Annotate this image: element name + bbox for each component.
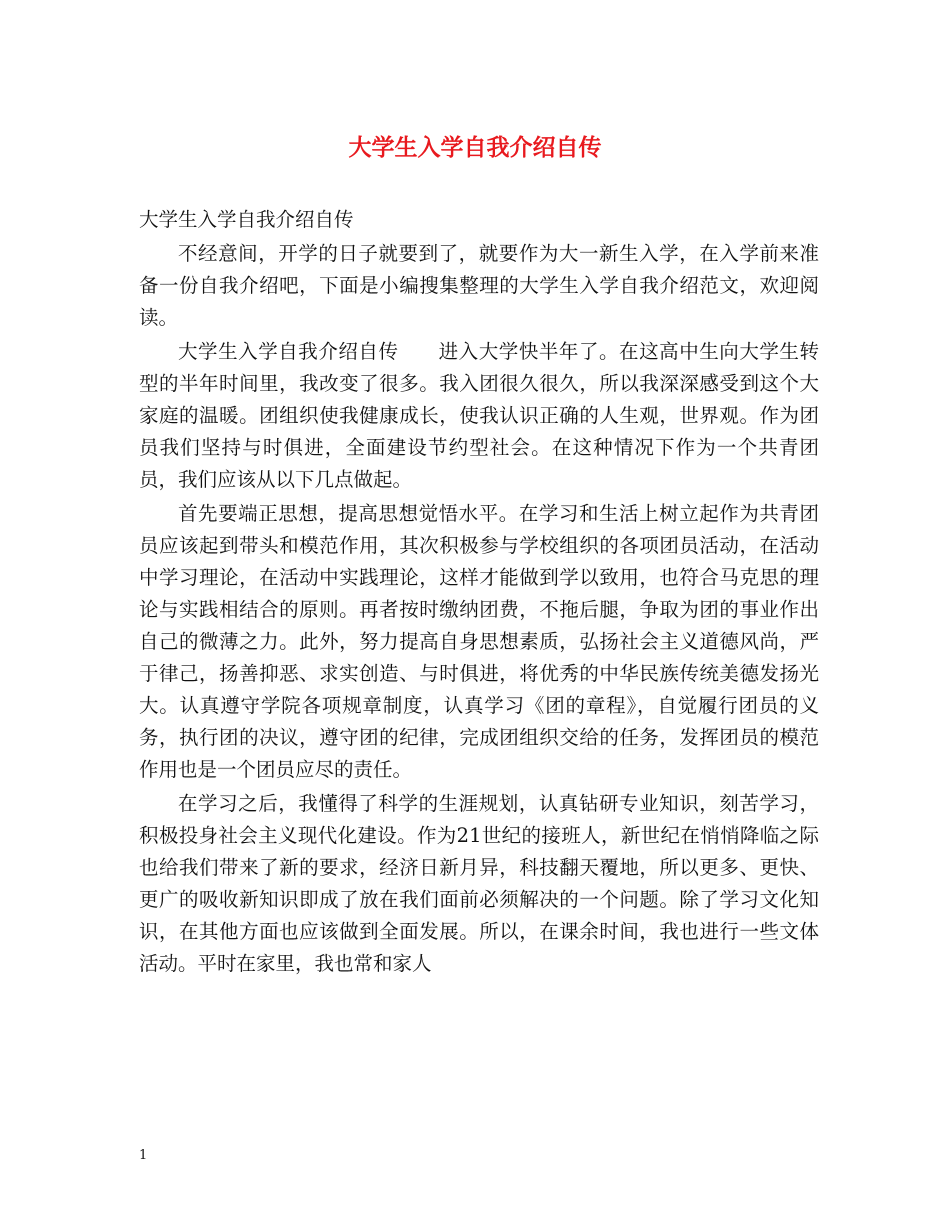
page-number: 1	[139, 1148, 148, 1163]
document-body	[139, 204, 819, 980]
paragraph-transition: 大学生入学自我介绍自传 进入大学快半年了。在这高中生向大学生转型的半年时间里，我改变了很多。我入团很久很久，所以我深深感受到这个大家庭的温暖。团组织使我健康成长，使我认识正确的人生观，世界观。作为团员我们坚持与时俱进，全面建设节约型社会。在这种情况下作为一个共青团员，我们应该从以下几点做起。	[139, 340, 819, 491]
paragraph-intro: 不经意间，开学的日子就要到了，就要作为大一新生入学，在入学前来准备一份自我介绍吧，下面是小编搜集整理的大学生入学自我介绍范文，欢迎阅读。	[139, 242, 819, 329]
document-title: 大学生入学自我介绍自传	[348, 134, 602, 161]
subheading: 大学生入学自我介绍自传	[139, 208, 354, 231]
paragraph-thought: 首先要端正思想，提高思想觉悟水平。在学习和生活上树立起作为共青团员应该起到带头和模范作用，其次积极参与学校组织的各项团员活动，在活动中学习理论，在活动中实践理论，这样才能做到学以致用，也符合马克思的理论与实践相结合的原则。再者按时缴纳团费，不拖后腿，争取为团的事业作出自己的微薄之力。此外，努力提高自身思想素质，弘扬社会主义道德风尚，严于律己，扬善抑恶、求实创造、与时俱进，将优秀的中华民族传统美德发扬光大。认真遵守学院各项规章制度，认真学习《团的章程》，自觉履行团员的义务，执行团的决议，遵守团的纪律，完成团组织交给的任务，发挥团员的模范作用也是一个团员应尽的责任。	[139, 502, 819, 781]
paragraph-study: 在学习之后，我懂得了科学的生涯规划，认真钻研专业知识，刻苦学习，积极投身社会主义现代化建设。作为21世纪的接班人，新世纪在悄悄降临之际也给我们带来了新的要求，经济日新月异，科技翻天覆地，所以更多、更快、更广的吸收新知识即成了放在我们面前必须解决的一个问题。除了学习文化知识，在其他方面也应该做到全面发展。所以，在课余时间，我也进行一些文体活动。平时在家里，我也常和家人	[139, 792, 819, 975]
